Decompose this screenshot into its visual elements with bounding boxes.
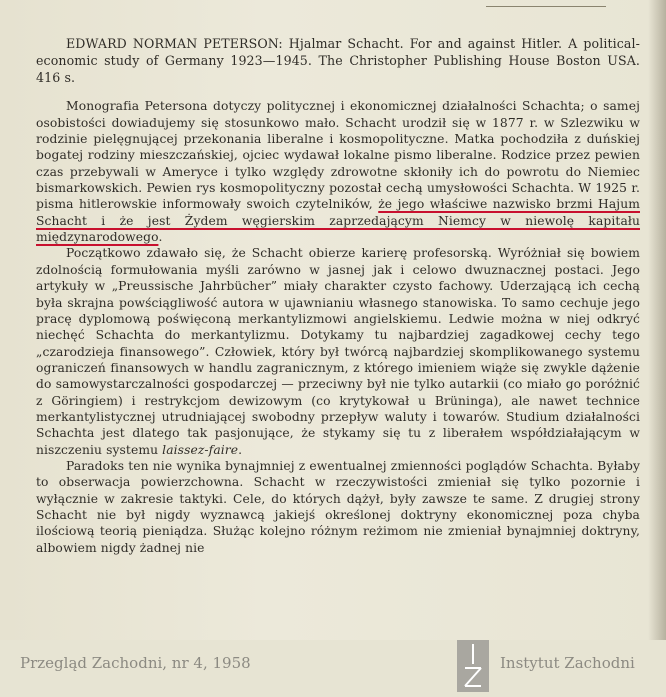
underlined-passage: że jego właściwe nazwisko brzmi Hajum Schacht i że jest Żydem węgierskim zaprzedającym Niemcy w niewolę kapitału międzynarodowego <box>36 197 640 245</box>
paragraph-3: Paradoks ten nie wynika bynajmniej z ewentualnej zmienności poglądów Schachta. Byłaby to obserwacja powierzchowna. Schacht w rzeczywistości zmieniał się tylko pozornie i wyłącznie w zakresie taktyki. Cele, do których dążył, były zawsze te same. Z drugiej strony Schacht nie był nigdy wyznawcą jakiejś określonej doktryny ekonomicznej poza chyba ilościową teorią pieniądza. Służąc kolejno różnym reżimom nie zmieniał bynajmniej doktryny, albowiem nigdy żadnej nie <box>36 458 640 555</box>
paragraph-1 <box>36 98 640 245</box>
paragraph-2-text: Początkowo zdawało się, że Schacht obierze karierę profesorską. Wyróżniał się bowiem zdolnością formułowania myśli zarówno w jasnej jak i celowo dwuznacznej postaci. Jego artykuły w „Preussische Jahrbücher” miały charakter czysto fachowy. Uderzającą ich cechą była skrajna powściągliwość autora w ujawnianiu własnego stanowiska. To samo cechuje jego pracę dyplomową poświęconą merkantylizmowi angielskiemu. Ledwie można w niej odkryć niechęć Schachta do merkantylizmu. Dotykamy tu najbardziej zagadkowej cechy tego „czarodzieja finansowego”. Człowiek, który był twórcą najbardziej skomplikowanego systemu ograniczeń finansowych w handlu zagranicznym, z którego imieniem wiąże się zwykle dążenie do samowystarczalności gospodarczej — przeciwny był nie tylko autarkii (co miało go poróżnić z Göringiem) i restrykcjom dewizowym (co krytykował u Brüninga), ale nawet technice merkantylistycznej utrudniającej swobodny przepływ waluty i towarów. Studium działalności Schachta jest dlatego tak pasjonujące, że stykamy się tu z liberałem współdziałającym w niszczeniu systemu <box>36 246 640 457</box>
paragraph-1-text: Monografia Petersona dotyczy politycznej i ekonomicznej działalności Schachta; o samej osobistości dowiadujemy się stosunkowo mało. Schacht urodził się w 1877 r. w Szlezwiku w rodzinie pielęgnującej przekonania liberalne i kosmopolityczne. Matka pochodziła z duńskiej bogatej rodziny mieszczańskiej, ojciec wydawał lokalne pismo liberalne. Rodzice przez pewien czas przebywali w Ameryce i tylko względy zdrowotne skłoniły ich do powrotu do Niemiec bismarkowskich. Pewien rys kosmopolityczny pozostał cechą umysłowości Schachta. W 1925 r. pisma hitlerowskie informowały swoich czytelników, <box>36 99 640 212</box>
italic-term: laissez-faire <box>162 442 239 457</box>
paragraph-1-end: . <box>158 230 163 245</box>
book-citation: EDWARD NORMAN PETERSON: Hjalmar Schacht. For and against Hitler. A political-economic study of Germany 1923—1945. The Christopher Publishing House Boston USA. 416 s. <box>36 36 640 85</box>
institute-name: Instytut Zachodni <box>500 654 635 672</box>
journal-source: Przegląd Zachodni, nr 4, 1958 <box>20 654 251 672</box>
footer-watermark <box>0 640 666 697</box>
paragraph-2-end: . <box>238 442 243 457</box>
article-body <box>36 36 640 556</box>
institute-logo <box>457 640 489 692</box>
paragraph-2 <box>36 245 640 457</box>
page-edge-shadow <box>648 0 666 640</box>
previous-page-scrap <box>486 0 606 7</box>
